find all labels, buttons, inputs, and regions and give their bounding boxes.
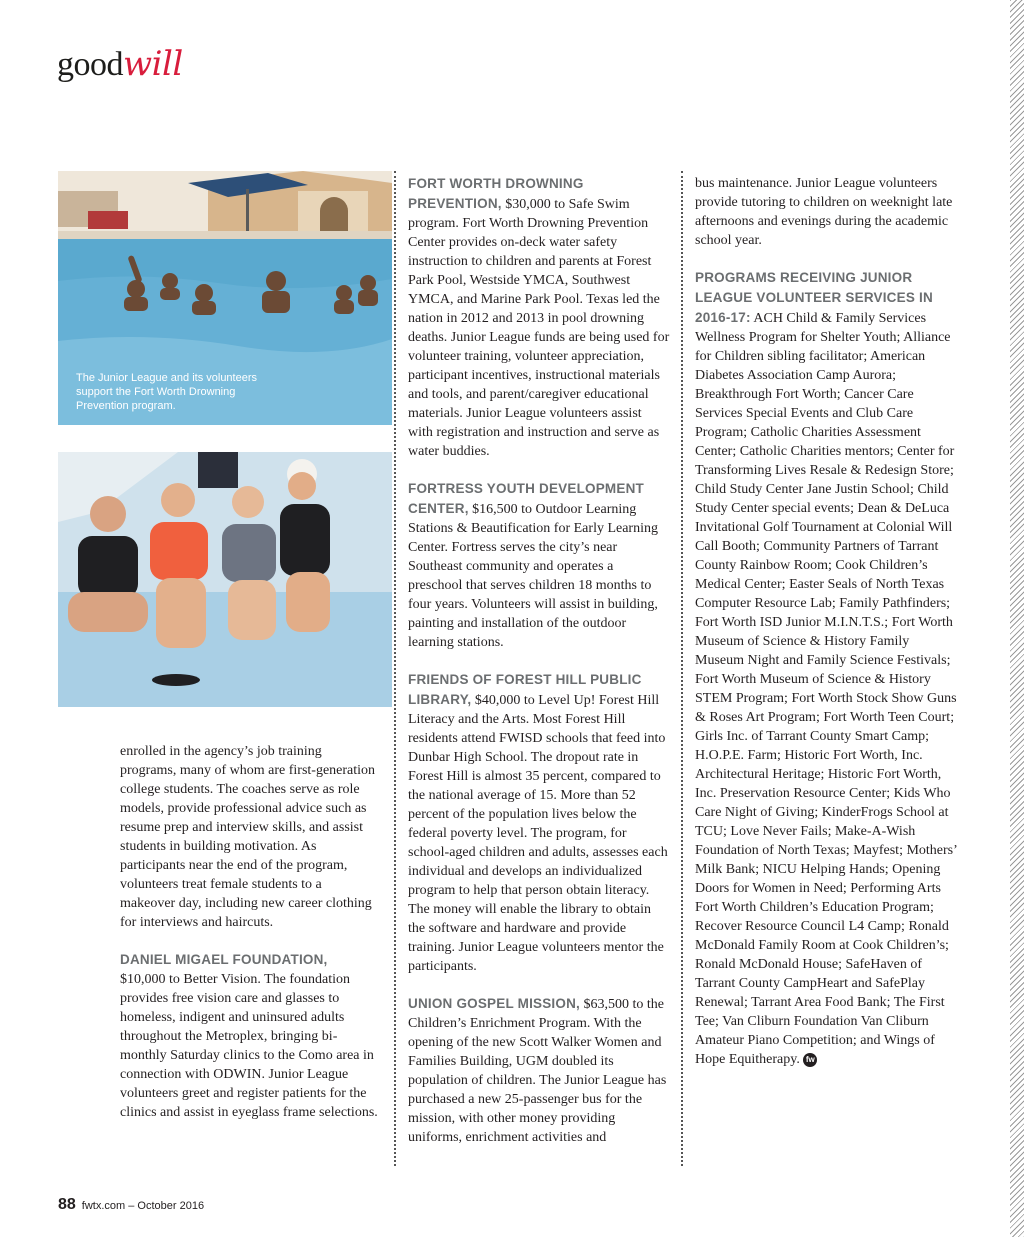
volunteers-illustration [58,452,392,707]
body-daniel-migael: $10,000 to Better Vision. The foundation provides free vision care and glasses to homeless, indigent and uninsured adults throughout the Metroplex, bringing bi-monthly Saturday clinics to the Como area in connection with ODWIN. Junior League volunteers greet and register patients for the clinics and assist in eyeglass frame selections. [120,972,378,1120]
pool-children-photo [58,171,392,425]
body-fortress-youth: $16,500 to Outdoor Learning Stations & Beautification for Early Learning Center. Fortress serves the city’s near Southeast community and operates a preschool that serves children 18 months to four years. Volunteers will assist in building, painting and installation of the outdoor learning stations. [408,502,658,650]
body-forest-hill-library: $40,000 to Level Up! Forest Hill Literacy and the Arts. Most Forest Hill residents attend FWISD schools that feed into Dunbar High School. The dropout rate in Forest Hill is almost 35 percent, compared to the national average of 15. More than 52 percent of the population lives below the federal poverty level. The program, for school-aged children and adults, assesses each individual and develops an individualized program to help that person obtain literacy. The money will enable the library to obtain the software and hardware and provide training. Junior League volunteers mentor the participants. [408,693,668,974]
heading-drowning-prevention: FORT WORTH DROWNING PREVENTION, [408,176,584,211]
heading-fortress-youth: FORTRESS YOUTH DEVELOPMENT CENTER, [408,481,644,516]
volunteers-poolside-photo [58,452,392,707]
heading-union-gospel: UNION GOSPEL MISSION, [408,996,580,1011]
end-mark-logo: fw [803,1053,817,1067]
paragraph-forest-hill-library [408,670,670,976]
paragraph-drowning-prevention [408,174,670,461]
heading-programs: PROGRAMS RECEIVING JUNIOR LEAGUE VOLUNTEER SERVICES IN 2016-17: [695,270,933,325]
section-heading [57,44,183,85]
page-number: 88 [58,1196,76,1213]
section-heading-will: will [123,44,183,84]
page-edge-pattern [1010,0,1024,1237]
section-heading-good: good [57,46,123,83]
column-divider-left [394,171,396,1166]
page-footer [58,1196,204,1214]
column-divider-right [681,171,683,1166]
body-union-gospel: $63,500 to the Children’s Enrichment Program. With the opening of the new Scott Walker Women and Families Building, UGM doubled its population of children. The Junior League has purchased a new 25-passenger bus for the mission, with other money providing uniforms, enrichment activities and [408,997,667,1145]
article-column-1 [120,742,380,1122]
paragraph-union-gospel [408,994,670,1147]
paragraph-programs [695,268,957,1069]
paragraph-daniel-migael [120,950,380,1122]
footer-text: fwtx.com – October 2016 [81,1200,205,1212]
photo-caption: The Junior League and its volunteers support the Fort Worth Drowning Prevention program. [76,372,258,412]
paragraph-fortress-youth [408,479,670,652]
heading-forest-hill-library: FRIENDS OF FOREST HILL PUBLIC LIBRARY, [408,672,642,707]
paragraph-bus-maintenance: bus maintenance. Junior League volunteers provide tutoring to children on weeknight late afternoons and evenings during the academic school year. [695,176,953,248]
body-drowning-prevention: $30,000 to Safe Swim program. Fort Worth Drowning Prevention Center provides on-deck water safety instruction to children and parents at Forest Park Pool, Westside YMCA, Southwest YMCA, and Marine Park Pool. Texas led the nation in 2012 and 2013 in pool drowning deaths. Junior League funds are being used for volunteer training, volunteer appreciation, participant incentives, instructional materials and tools, and parent/caregiver educational materials. Junior League volunteers assist with registration and instruction and serve as water buddies. [408,197,670,459]
article-column-3 [695,174,957,1069]
body-programs: ACH Child & Family Services Wellness Program for Shelter Youth; Alliance for Children sibling facilitator; American Diabetes Association Camp Aurora; Breakthrough Fort Worth; Cancer Care Services Special Events and Club Care Program; Catholic Charities Assessment Center; Catholic Charities mentors; Center for Transforming Lives Resale & Redesign Store; Child Study Center Jane Justin School; Child Study Center special events; Dean & DeLuca Invitational Golf Tournament at Colonial Will Call Booth; Community Partners of Tarrant County Rainbow Room; Cook Children’s Medical Center; Easter Seals of North Texas Computer Resource Lab; Family Pathfinders; Fort Worth ISD Junior M.I.N.T.S.; Fort Worth Museum of Science & History Family Museum Night and Family Science Festivals; Fort Worth Museum of Science & History STEM Program; Fort Worth Stock Show Guns & Roses Art Program; Fort Worth Teen Court; Girls Inc. of Tarrant County Smart Camp; H.O.P.E. Farm; Historic Fort Worth, Inc. Architectural Heritage; Historic Fort Worth, Inc. Preservation Resource Center; Kids Who Care Night of Giving; KinderFrogs School at TCU; Love Never Fails; Make-A-Wish Foundation of North Texas; Mayfest; Mothers’ Milk Bank; NICU Helping Hands; Opening Doors for Women in Need; Performing Arts Fort Worth Children’s Education Program; Recover Resource Council L4 Camp; Ronald McDonald Family Room at Cook Children’s; Ronald McDonald House; SafeHaven of Tarrant County CampHeart and SafePlay Renewal; Tarrant Area Food Bank; The First Tee; Van Cliburn Foundation Van Cliburn Amateur Piano Competition; and Wings of Hope Equitherapy. [695,311,957,1067]
article-column-2 [408,174,670,1147]
heading-daniel-migael: DANIEL MIGAEL FOUNDATION, [120,952,328,967]
paragraph-coaches: enrolled in the agency’s job training programs, many of whom are first-generation college students. The coaches serve as role models, provide professional advice such as resume prep and interview skills, and assist students in building motivation. As participants near the end of the program, volunteers treat female students to a makeover day, including new career clothing for interviews and haircuts. [120,744,376,930]
